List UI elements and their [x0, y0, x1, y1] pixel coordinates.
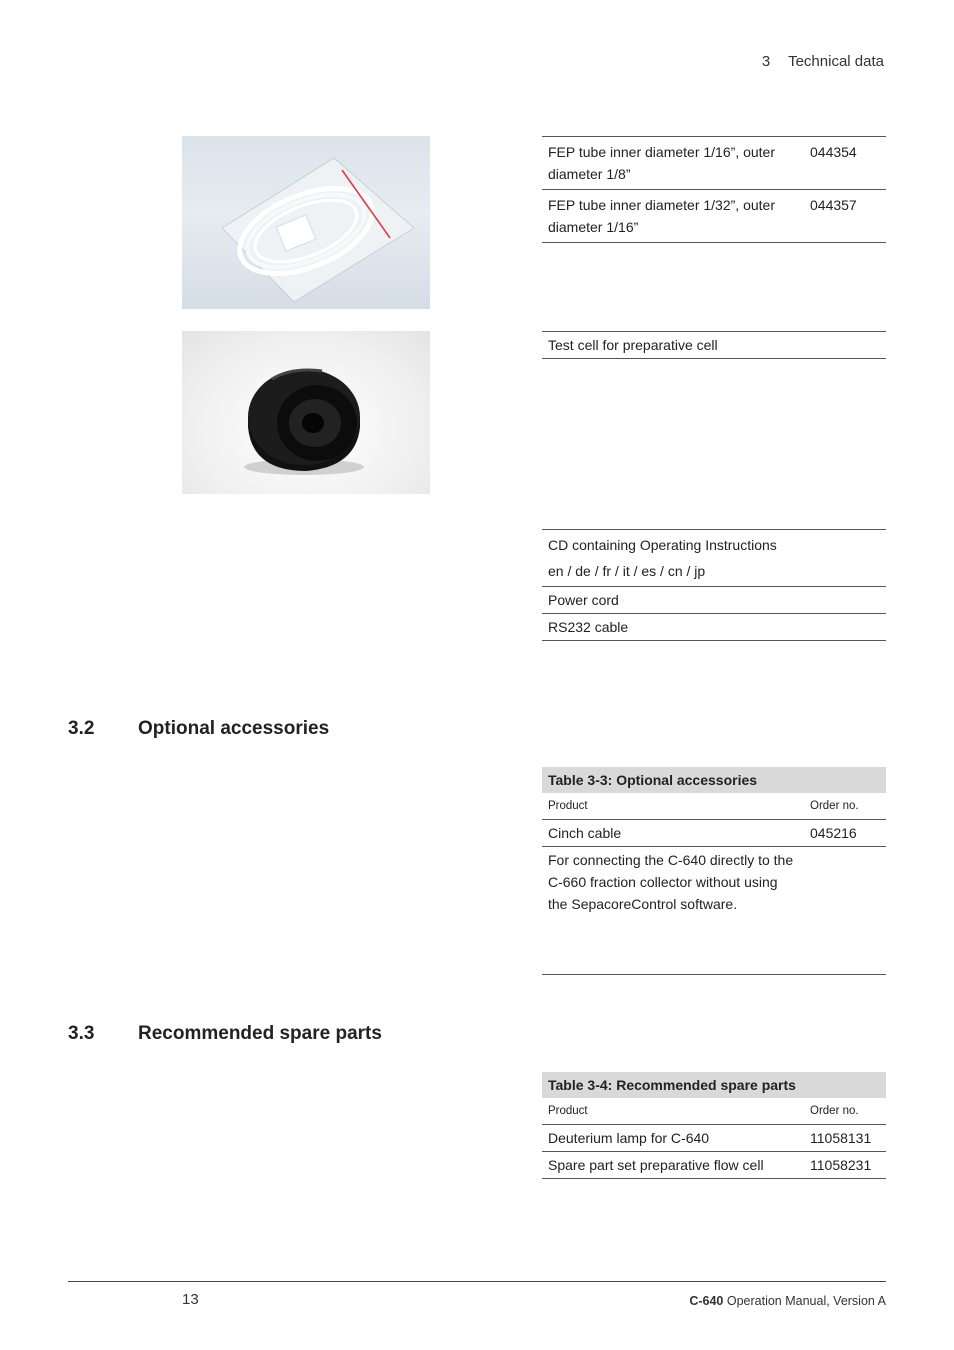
section-number: 3.2 [68, 718, 95, 739]
order-number-cell: 044354 [810, 144, 857, 160]
section-title: Optional accessories [138, 718, 330, 739]
section-heading-optional-accessories [68, 718, 329, 740]
table-header-row [542, 1098, 886, 1125]
table-header-row [542, 793, 886, 820]
test-cell-table [542, 331, 886, 359]
footer-divider [68, 1281, 886, 1282]
product-cell: Cinch cable [548, 825, 622, 841]
column-header-product: Product [548, 1105, 588, 1117]
column-header-product: Product [548, 800, 588, 812]
spare-parts-table [542, 1072, 886, 1179]
table-row [542, 587, 886, 614]
running-header [762, 53, 884, 70]
table-row [542, 1152, 886, 1179]
order-number-cell: 11058131 [810, 1130, 872, 1146]
fep-tube-table [542, 136, 886, 243]
supplied-items-table [542, 529, 886, 641]
table-row [542, 136, 886, 190]
table-row [542, 331, 886, 359]
product-cell: Power cord [548, 592, 619, 608]
product-description-cell: For connecting the C-640 directly to the C-660 fraction collector without using the SepacoreControl software. [548, 852, 794, 912]
table-row [542, 1125, 886, 1152]
footer-doc-title: Operation Manual, Version A [723, 1294, 886, 1308]
order-number-cell: 044357 [810, 197, 857, 213]
test-cell-photo [182, 331, 430, 494]
product-cell: Deuterium lamp for C-640 [548, 1130, 710, 1146]
section-heading-recommended-spare-parts [68, 1023, 382, 1045]
table-row [542, 529, 886, 587]
footer-product: C-640 [689, 1294, 724, 1308]
section-number: 3.3 [68, 1023, 95, 1044]
product-cell: FEP tube inner diameter 1/16”, outer diameter 1/8” [548, 144, 775, 182]
cd-description: CD containing Operating Instructions [548, 537, 777, 553]
column-header-order-no: Order no. [810, 1105, 859, 1117]
product-cell: Spare part set preparative flow cell [548, 1157, 764, 1173]
table-row [542, 847, 886, 975]
order-number-cell: 045216 [810, 825, 857, 841]
product-cell: Test cell for preparative cell [548, 337, 718, 353]
order-number-cell [804, 847, 886, 974]
optional-accessories-table [542, 767, 886, 975]
chapter-title: Technical data [788, 53, 884, 70]
table-row [542, 820, 886, 847]
product-cell: FEP tube inner diameter 1/32”, outer diameter 1/16” [548, 197, 775, 235]
table-caption: Table 3-3: Optional accessories [542, 767, 886, 793]
column-header-order-no: Order no. [810, 800, 859, 812]
page-number: 13 [182, 1291, 199, 1308]
order-number-cell: 11058231 [810, 1157, 872, 1173]
table-row [542, 190, 886, 243]
chapter-number: 3 [761, 53, 771, 70]
product-cell: RS232 cable [548, 619, 629, 635]
table-row [542, 614, 886, 641]
fep-tube-photo [182, 136, 430, 309]
section-title: Recommended spare parts [138, 1023, 382, 1044]
footer-document-title [689, 1294, 886, 1308]
cd-languages: en / de / fr / it / es / cn / jp [548, 563, 706, 579]
table-caption: Table 3-4: Recommended spare parts [542, 1072, 886, 1098]
